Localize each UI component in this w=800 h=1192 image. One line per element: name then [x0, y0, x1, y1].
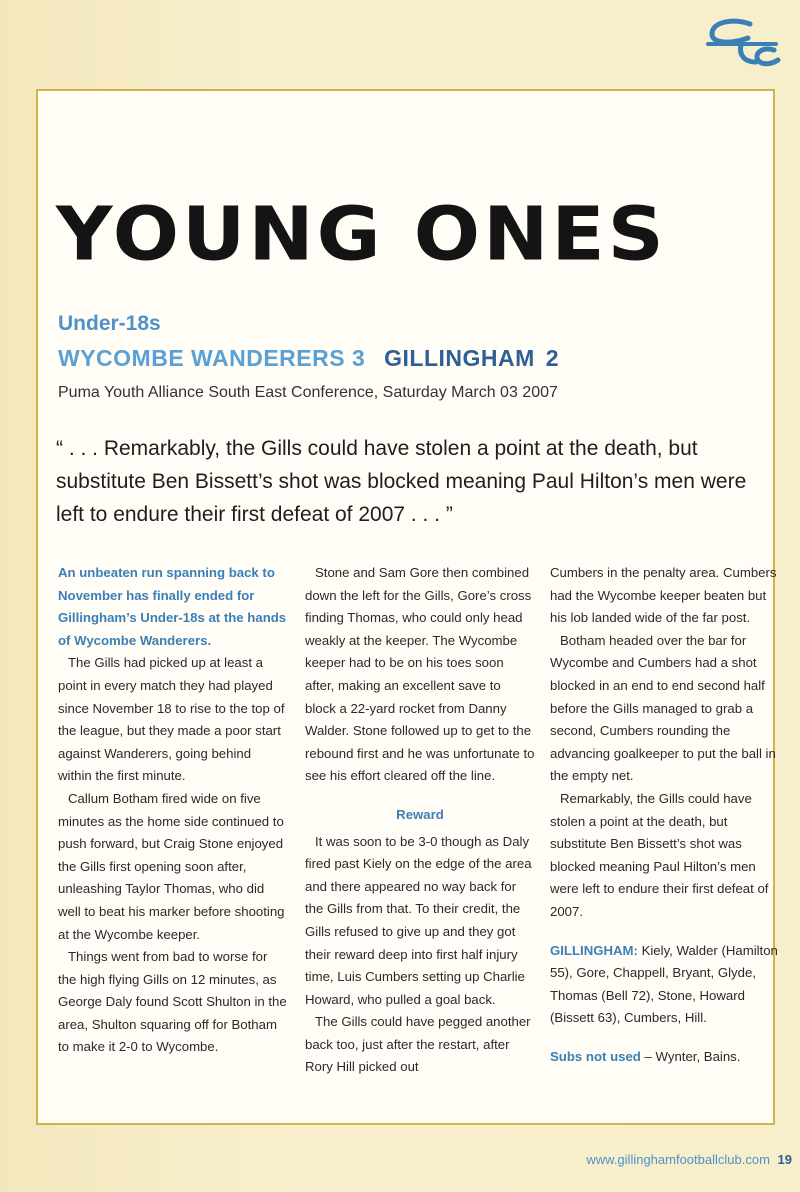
article-paragraph: Callum Botham fired wide on five minutes as the home side continued to push forward, but Craig Stone enjoyed the Gills first opening soon after, unleashing Taylor Thomas, who did well to beat his marker before shooting at the Wycombe keeper. — [58, 790, 285, 942]
home-score: 3 — [351, 345, 366, 371]
page-number: 19 — [777, 1152, 792, 1167]
article-paragraph: It was soon to be 3-0 though as Daly fired past Kiely on the edge of the area and there appeared no way back for the Gills from that. To their credit, the Gills refused to give up and they got their reward deep into first half injury time, Luis Cumbers setting up Charlie Howard, who pulled a goal back. — [305, 833, 532, 1007]
article-paragraph: The Gills could have pegged another back too, just after the restart, after Rory Hill picked out — [305, 1014, 531, 1075]
article-paragraph: The Gills had picked up at least a point in every match they had played since November 18 to rise to the top of the league, but they made a poor start against Wanderers, going behind within the first minute. — [58, 655, 285, 784]
away-team: GILLINGHAM — [384, 345, 535, 371]
article-lead: An unbeaten run spanning back to November has finally ended for Gillingham’s Under-18s at the hands of Wycombe Wanderers. — [58, 565, 287, 648]
article-paragraph: Botham headed over the bar for Wycombe and Cumbers had a shot blocked in an end to end second half before the Gills managed to grab a second, Cumbers rounding the advancing goalkeeper to put the ball in the empty net. — [550, 632, 776, 784]
team-lineup — [550, 940, 780, 1030]
website-url: www.gillinghamfootballclub.com — [586, 1152, 770, 1167]
article-paragraph: Remarkably, the Gills could have stolen a point at the death, but substitute Ben Bissett’s shot was blocked meaning Paul Hilton’s men were left to endure their first defeat of 2007. — [550, 790, 769, 919]
gfc-monogram-icon — [702, 14, 782, 68]
home-team: WYCOMBE WANDERERS — [58, 345, 346, 371]
subs-not-used — [550, 1046, 780, 1069]
article-paragraph: Cumbers in the penalty area. Cumbers had the Wycombe keeper beaten but his lob landed wide of the far post. — [550, 565, 777, 626]
age-group-label: Under-18s — [58, 312, 161, 335]
headline: YOUNG ONES — [56, 192, 667, 278]
article-paragraph: Stone and Sam Gore then combined down the left for the Gills, Gore’s cross finding Thomas, who could only head weakly at the keeper. The Wycombe keeper had to be on his toes soon after, making an excellent save to block a 22-yard rocket from Danny Walder. Stone followed up to get to the rebound first and he was unfortunate to see his effort cleared off the line. — [305, 565, 535, 784]
score-line — [58, 345, 559, 372]
subs-list: – Wynter, Bains. — [644, 1048, 741, 1064]
competition-info: Puma Youth Alliance South East Conference, Saturday March 03 2007 — [58, 384, 558, 401]
team-list: Kiely, Walder (Hamilton 55), Gore, Chappell, Bryant, Glyde, Thomas (Bell 72), Stone, Howard (Bissett 63), Cumbers, Hill. — [550, 942, 778, 1026]
page-footer — [586, 1152, 792, 1167]
away-score: 2 — [545, 345, 559, 371]
team-label: GILLINGHAM: — [550, 942, 638, 958]
article-column-1 — [58, 562, 288, 1059]
subs-label: Subs not used — [550, 1048, 641, 1064]
article-subhead: Reward — [396, 806, 444, 822]
article-column-3 — [550, 562, 780, 1068]
article-paragraph: Things went from bad to worse for the high flying Gills on 12 minutes, as George Daly found Scott Shulton in the area, Shulton squaring off for Botham to make it 2-0 to Wycombe. — [58, 949, 287, 1055]
article-column-2 — [305, 562, 535, 1079]
pull-quote: “ . . . Remarkably, the Gills could have stolen a point at the death, but substitute Ben Bissett’s shot was blocked meaning Paul Hilton’s men were left to endure their first defeat of 2007 . . . ” — [56, 437, 747, 526]
